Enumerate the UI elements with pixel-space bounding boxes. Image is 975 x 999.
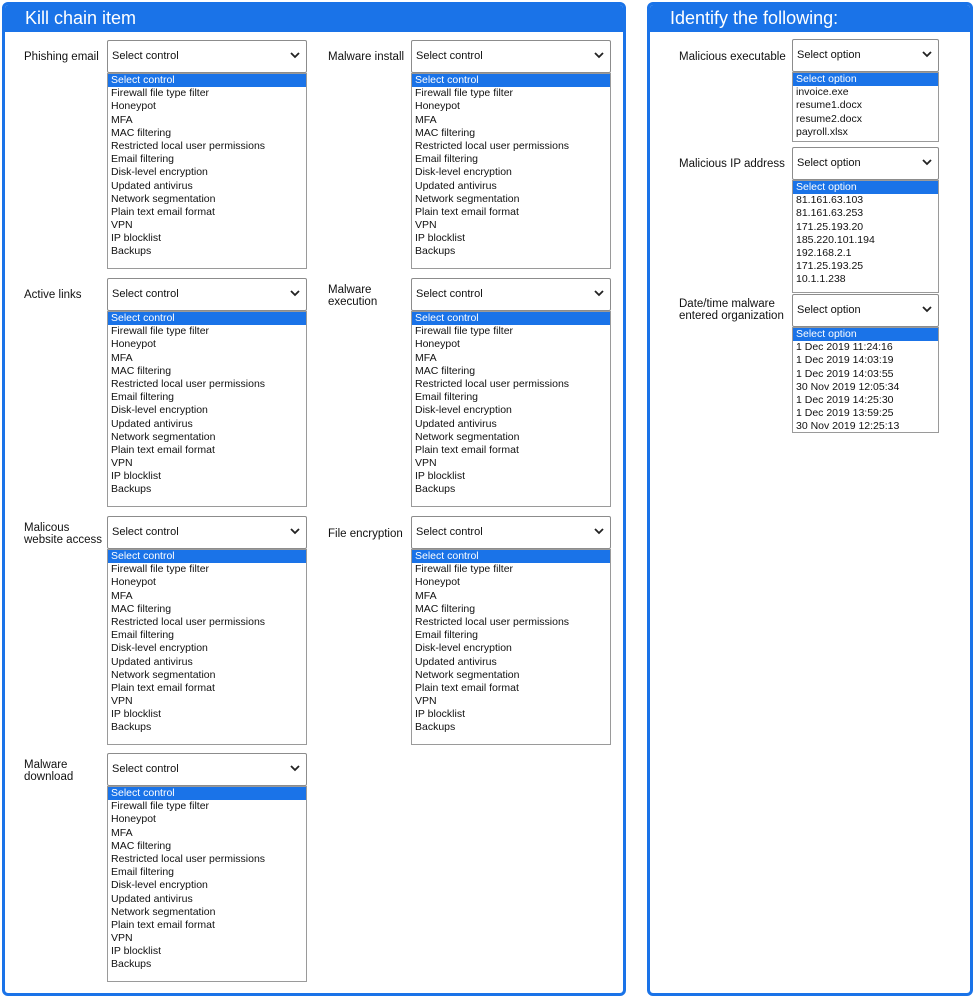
malware-install-label: Malware install [328, 51, 405, 63]
list-option[interactable]: MAC filtering [415, 126, 476, 139]
list-option[interactable]: IP blocklist [111, 708, 161, 721]
file-encryption-select-value: Select control [416, 526, 483, 538]
chevron-down-icon [922, 295, 932, 326]
malware-download-label: Malware download [24, 759, 74, 783]
malware-install-listbox[interactable] [411, 73, 611, 269]
list-option[interactable]: Updated antivirus [111, 179, 193, 192]
malicious-executable-select-value: Select option [797, 49, 861, 61]
list-option[interactable]: Updated antivirus [415, 417, 497, 430]
list-option[interactable]: IP blocklist [415, 708, 465, 721]
phishing-email-select-value: Select control [112, 50, 179, 62]
list-option[interactable]: Restricted local user permissions [111, 377, 266, 390]
list-option[interactable]: Firewall file type filter [111, 325, 210, 338]
list-option[interactable]: Email filtering [111, 629, 175, 642]
list-option[interactable]: Updated antivirus [415, 655, 497, 668]
list-option[interactable]: Plain text email format [415, 443, 519, 456]
malicious-executable-label: Malicious executable [679, 51, 786, 63]
list-option[interactable]: Restricted local user permissions [111, 139, 266, 152]
list-option[interactable]: Plain text email format [111, 918, 215, 931]
list-option[interactable]: 1 Dec 2019 14:03:55 [796, 367, 894, 380]
list-option[interactable]: Firewall file type filter [111, 563, 210, 576]
list-option[interactable]: IP blocklist [111, 232, 161, 245]
list-option[interactable]: VPN [111, 932, 133, 945]
list-option[interactable]: Network segmentation [415, 430, 520, 443]
list-option[interactable]: Firewall file type filter [415, 87, 514, 100]
list-option[interactable]: MFA [111, 113, 133, 126]
malicious-website-access-select-value: Select control [112, 526, 179, 538]
phishing-email-listbox[interactable] [107, 73, 307, 269]
list-option[interactable]: Restricted local user permissions [111, 615, 266, 628]
list-option[interactable]: Updated antivirus [415, 179, 497, 192]
chevron-down-icon [290, 41, 300, 72]
malware-datetime-select-value: Select option [797, 304, 861, 316]
malware-install-select[interactable] [411, 40, 611, 73]
list-option[interactable]: 81.161.63.103 [796, 194, 864, 207]
list-option[interactable]: Restricted local user permissions [111, 852, 266, 865]
list-option[interactable]: Backups [111, 958, 152, 971]
list-option[interactable]: Select control [108, 312, 306, 325]
list-option[interactable]: Disk-level encryption [415, 404, 512, 417]
list-option[interactable]: Select option [793, 73, 938, 86]
malicious-executable-listbox[interactable] [792, 72, 939, 142]
list-option[interactable]: Disk-level encryption [415, 166, 512, 179]
list-option[interactable]: Email filtering [111, 391, 175, 404]
list-option[interactable]: Disk-level encryption [111, 642, 208, 655]
list-option[interactable]: 1 Dec 2019 14:25:30 [796, 393, 894, 406]
malware-execution-select-value: Select control [416, 288, 483, 300]
malicious-executable-select[interactable] [792, 39, 939, 72]
list-option[interactable]: Disk-level encryption [111, 166, 208, 179]
malware-execution-listbox[interactable] [411, 311, 611, 507]
list-option[interactable]: Email filtering [111, 866, 175, 879]
list-option[interactable]: resume1.docx [796, 99, 862, 112]
list-option[interactable]: 192.168.2.1 [796, 246, 852, 259]
list-option[interactable]: Select control [108, 787, 306, 800]
list-option[interactable]: Select option [793, 328, 938, 341]
list-option[interactable]: Restricted local user permissions [415, 615, 570, 628]
list-option[interactable]: Network segmentation [111, 668, 216, 681]
list-option[interactable]: Restricted local user permissions [415, 377, 570, 390]
list-option[interactable]: Honeypot [111, 813, 156, 826]
list-option[interactable]: IP blocklist [415, 232, 465, 245]
chevron-down-icon [594, 517, 604, 548]
list-option[interactable]: Firewall file type filter [111, 87, 210, 100]
active-links-label: Active links [24, 289, 82, 301]
list-option[interactable]: Updated antivirus [111, 892, 193, 905]
kill-chain-panel-title: Kill chain item [5, 5, 623, 32]
list-option[interactable]: Backups [111, 245, 152, 258]
malware-datetime-label: Date/time malware entered organization [679, 298, 784, 322]
list-option[interactable]: Honeypot [415, 576, 460, 589]
list-option[interactable]: Plain text email format [111, 443, 215, 456]
chevron-down-icon [290, 279, 300, 310]
list-option[interactable]: Updated antivirus [111, 655, 193, 668]
list-option[interactable]: payroll.xlsx [796, 125, 848, 138]
list-option[interactable]: Backups [415, 721, 456, 734]
list-option[interactable]: Select control [412, 312, 610, 325]
list-option[interactable]: 171.25.193.20 [796, 220, 864, 233]
list-option[interactable]: 185.220.101.194 [796, 233, 875, 246]
list-option[interactable]: 1 Dec 2019 14:03:19 [796, 354, 894, 367]
list-option[interactable]: IP blocklist [415, 470, 465, 483]
list-option[interactable]: MFA [415, 589, 437, 602]
identify-panel-title: Identify the following: [650, 5, 970, 32]
list-option[interactable]: Network segmentation [111, 905, 216, 918]
malicious-website-access-label: Malicous website access [24, 522, 102, 546]
malicious-ip-select[interactable] [792, 147, 939, 180]
malware-execution-label: Malware execution [328, 284, 378, 308]
list-option[interactable]: MFA [111, 589, 133, 602]
list-option[interactable]: Disk-level encryption [111, 404, 208, 417]
list-option[interactable]: 30 Nov 2019 12:25:13 [796, 420, 900, 433]
list-option[interactable]: Honeypot [111, 100, 156, 113]
list-option[interactable]: Restricted local user permissions [415, 139, 570, 152]
active-links-select[interactable] [107, 278, 307, 311]
list-option[interactable]: Email filtering [415, 629, 479, 642]
list-option[interactable]: Email filtering [415, 391, 479, 404]
list-option[interactable]: VPN [415, 219, 437, 232]
list-option[interactable]: MAC filtering [111, 364, 172, 377]
malicious-ip-label: Malicious IP address [679, 158, 785, 170]
list-option[interactable]: Plain text email format [111, 681, 215, 694]
list-option[interactable]: Plain text email format [415, 681, 519, 694]
list-option[interactable]: Email filtering [415, 153, 479, 166]
chevron-down-icon [290, 754, 300, 785]
list-option[interactable]: 30 Nov 2019 12:05:34 [796, 380, 900, 393]
list-option[interactable]: VPN [111, 695, 133, 708]
file-encryption-listbox[interactable] [411, 549, 611, 745]
list-option[interactable]: Select control [108, 550, 306, 563]
chevron-down-icon [922, 148, 932, 179]
list-option[interactable]: MFA [415, 113, 437, 126]
list-option[interactable]: 1 Dec 2019 11:24:16 [796, 341, 893, 354]
list-option[interactable]: Select control [108, 74, 306, 87]
phishing-email-label: Phishing email [24, 51, 99, 63]
list-option[interactable]: resume2.docx [796, 112, 862, 125]
list-option[interactable]: MAC filtering [111, 126, 172, 139]
list-option[interactable]: MFA [111, 351, 133, 364]
malicious-website-access-listbox[interactable] [107, 549, 307, 745]
list-option[interactable]: MFA [415, 351, 437, 364]
malicious-website-access-select[interactable] [107, 516, 307, 549]
list-option[interactable]: 1 Dec 2019 13:59:25 [796, 407, 894, 420]
list-option[interactable]: Select control [412, 550, 610, 563]
chevron-down-icon [594, 279, 604, 310]
malware-download-select-value: Select control [112, 763, 179, 775]
active-links-select-value: Select control [112, 288, 179, 300]
list-option[interactable]: MAC filtering [111, 602, 172, 615]
list-option[interactable]: Firewall file type filter [415, 325, 514, 338]
chevron-down-icon [594, 41, 604, 72]
list-option[interactable]: Honeypot [415, 338, 460, 351]
list-option[interactable]: Email filtering [111, 153, 175, 166]
list-option[interactable]: VPN [111, 219, 133, 232]
list-option[interactable]: Plain text email format [111, 205, 215, 218]
list-option[interactable]: Backups [415, 245, 456, 258]
list-option[interactable]: 171.25.193.25 [796, 260, 864, 273]
list-option[interactable]: Updated antivirus [111, 417, 193, 430]
list-option[interactable]: Honeypot [415, 100, 460, 113]
file-encryption-select[interactable] [411, 516, 611, 549]
list-option[interactable]: IP blocklist [111, 945, 161, 958]
list-option[interactable]: Honeypot [111, 576, 156, 589]
list-option[interactable]: VPN [415, 457, 437, 470]
list-option[interactable]: MFA [111, 826, 133, 839]
malware-datetime-select[interactable] [792, 294, 939, 327]
list-option[interactable]: 81.161.63.253 [796, 207, 864, 220]
chevron-down-icon [290, 517, 300, 548]
list-option[interactable]: Firewall file type filter [415, 563, 514, 576]
malicious-ip-select-value: Select option [797, 157, 861, 169]
list-option[interactable]: Plain text email format [415, 205, 519, 218]
malware-download-select[interactable] [107, 753, 307, 786]
list-option[interactable]: MAC filtering [415, 364, 476, 377]
list-option[interactable]: Firewall file type filter [111, 800, 210, 813]
active-links-listbox[interactable] [107, 311, 307, 507]
list-option[interactable]: VPN [111, 457, 133, 470]
list-option[interactable]: Network segmentation [415, 668, 520, 681]
list-option[interactable]: Disk-level encryption [415, 642, 512, 655]
list-option[interactable]: Backups [111, 483, 152, 496]
list-option[interactable]: Network segmentation [415, 192, 520, 205]
list-option[interactable]: Select control [412, 74, 610, 87]
chevron-down-icon [922, 40, 932, 71]
list-option[interactable]: Network segmentation [111, 430, 216, 443]
list-option[interactable]: MAC filtering [415, 602, 476, 615]
list-option[interactable]: VPN [415, 695, 437, 708]
list-option[interactable]: Honeypot [111, 338, 156, 351]
list-option[interactable]: Network segmentation [111, 192, 216, 205]
malware-install-select-value: Select control [416, 50, 483, 62]
malware-execution-select[interactable] [411, 278, 611, 311]
list-option[interactable]: Backups [415, 483, 456, 496]
list-option[interactable]: 10.1.1.238 [796, 273, 846, 286]
phishing-email-select[interactable] [107, 40, 307, 73]
list-option[interactable]: Backups [111, 721, 152, 734]
list-option[interactable]: invoice.exe [796, 86, 849, 99]
list-option[interactable]: MAC filtering [111, 839, 172, 852]
malicious-ip-listbox[interactable] [792, 180, 939, 293]
malware-download-listbox[interactable] [107, 786, 307, 982]
list-option[interactable]: Select option [793, 181, 938, 194]
list-option[interactable]: Disk-level encryption [111, 879, 208, 892]
list-option[interactable]: IP blocklist [111, 470, 161, 483]
file-encryption-label: File encryption [328, 528, 403, 540]
malware-datetime-listbox[interactable] [792, 327, 939, 433]
